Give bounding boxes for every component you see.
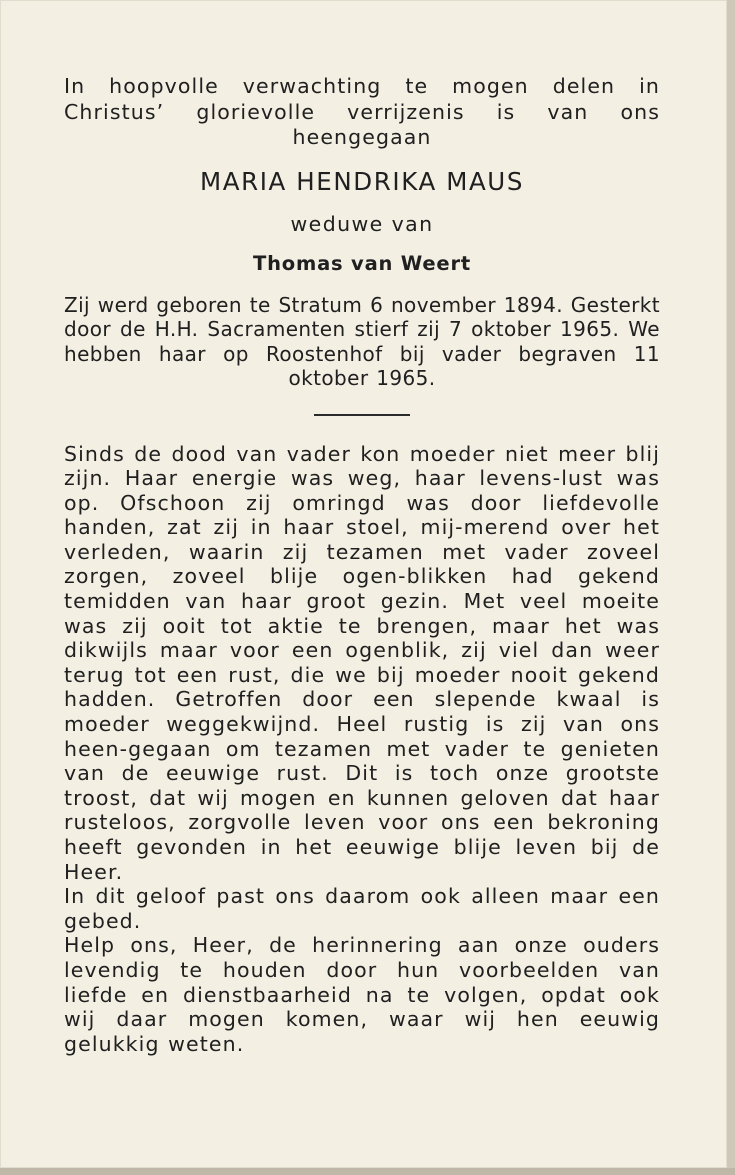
memorial-paragraph: Sinds de dood van vader kon moeder niet meer blij zijn. Haar energie was weg, haar levens-lust was op. Ofschoon zij omringd was door liefdevolle handen, zat zij in haar stoel, mij-merend over het verleden, waarin zij tezamen met vader zoveel zorgen, zoveel blije ogen-blikken had gekend temidden van haar groot gezin. Met veel moeite was zij ooit tot aktie te brengen, maar het was dikwijls maar voor een ogenblik, zij viel dan weer terug tot een rust, die we bij moeder nooit gekend hadden. Getroffen door een slepende kwaal is moeder weggekwijnd. Heel rustig is zij van ons heen-gegaan om tezamen met vader te genieten van de eeuwige rust. Dit is toch onze grootste troost, dat wij mogen en kunnen geloven dat haar rusteloos, zorgvolle leven voor ons een bekroning heeft gevonden in het eeuwige blije leven bij de Heer. [64,441,660,884]
divider-line [314,414,410,416]
deceased-name: MARIA HENDRIKA MAUS [199,166,524,196]
relation-text: weduwe van [290,211,434,236]
husband-name: Thomas van Weert [253,251,471,275]
intro-text: In hoopvolle verwachting te mogen delen in Christus’ glorievolle verrijzenis is van ons heengegaan [64,74,660,149]
card-content [64,74,660,1056]
memorial-paragraph: Help ons, Heer, de herinnering aan onze ouders levendig te houden door hun voorbeelden van liefde en dienstbaarheid na te volgen, opdat ook wij daar mogen komen, waar wij hen eeuwig gelukkig weten. [64,933,660,1056]
memorial-paragraph: In dit geloof past ons daarom ook alleen maar een gebed. [64,884,660,933]
card-edge-bottom [0,1168,735,1175]
memorial-text [64,442,660,1057]
card-edge-right [727,0,735,1175]
life-dates-text: Zij werd geboren te Stratum 6 november 1894. Gesterkt door de H.H. Sacramenten stierf zij 7 oktober 1965. We hebben haar op Roostenhof bij vader begraven 11 oktober 1965. [64,292,660,390]
